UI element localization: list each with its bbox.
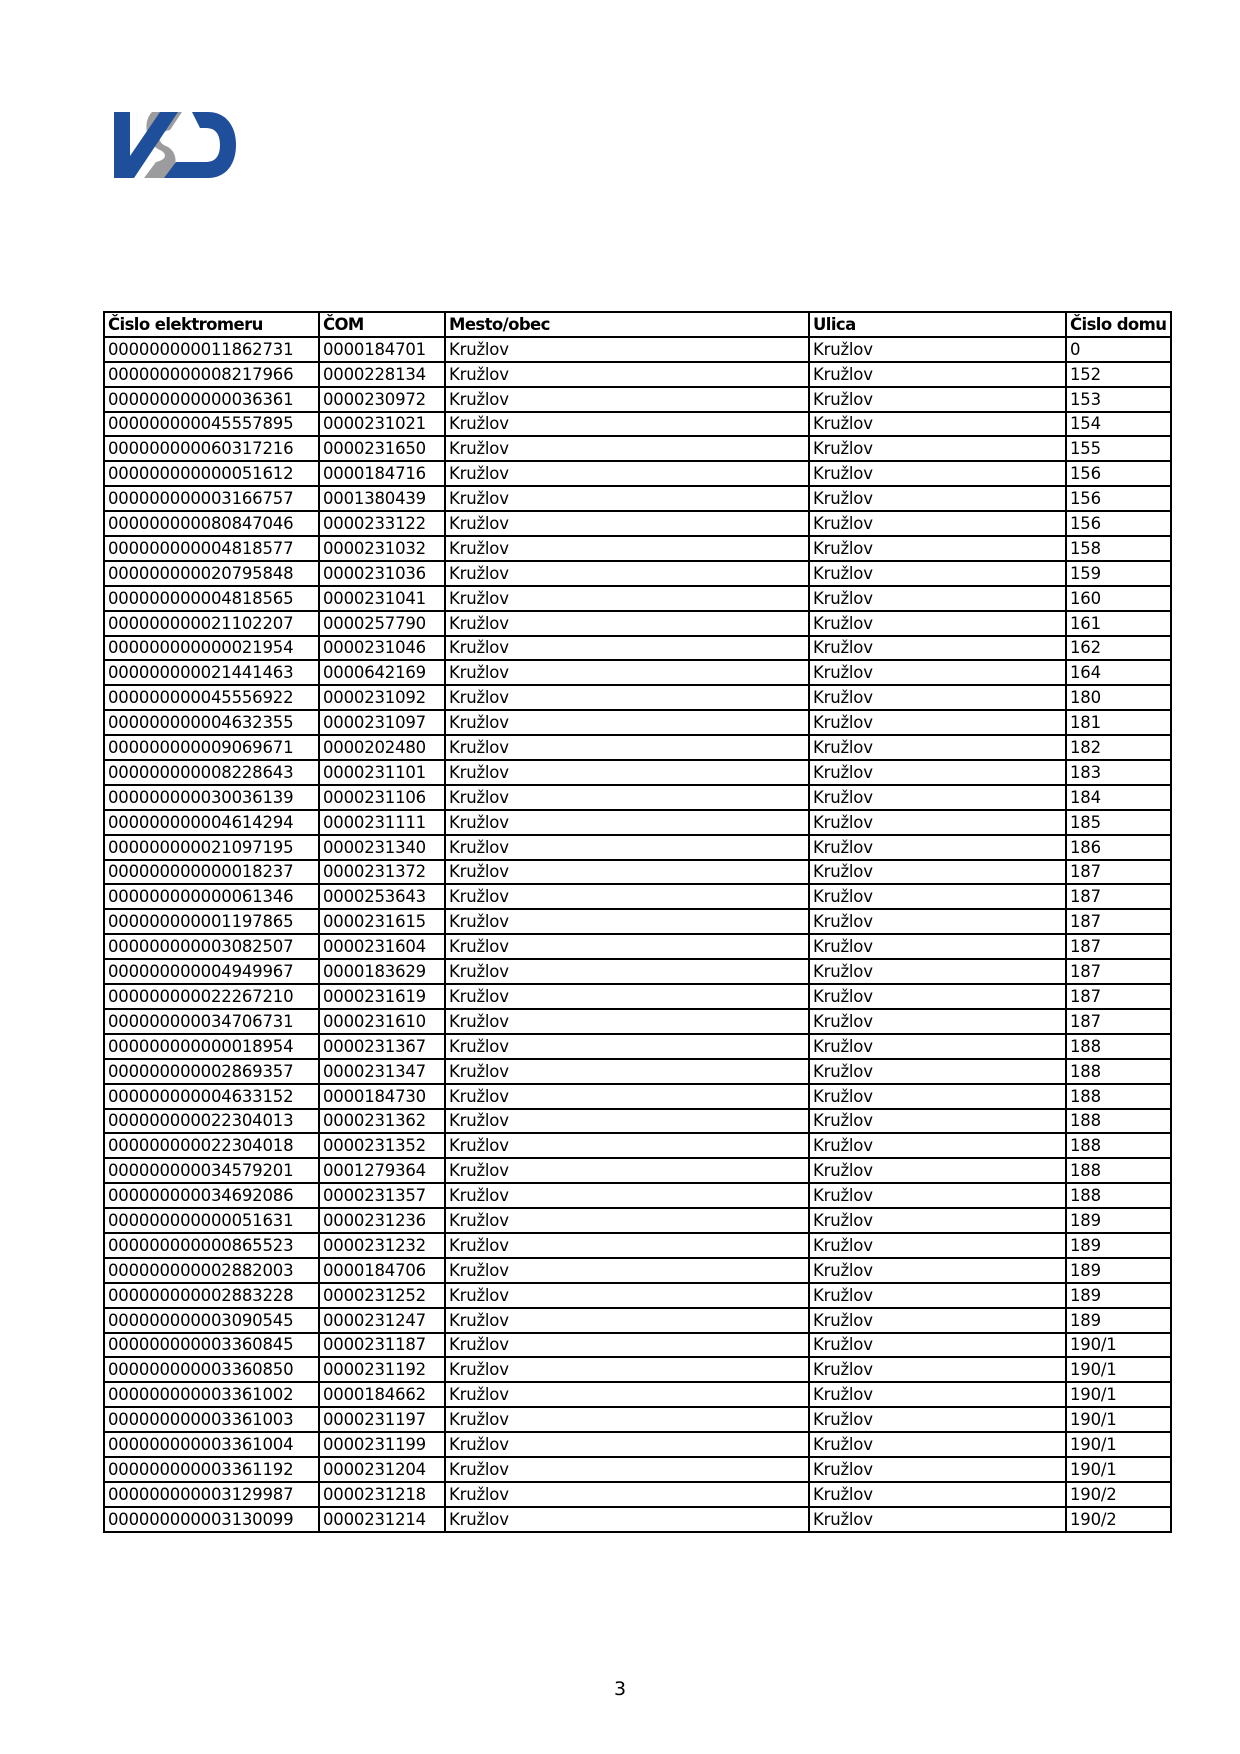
house-number-cell: 182 — [1066, 735, 1171, 760]
com-cell: 0000231036 — [319, 561, 445, 586]
meter-number-cell: 000000000034579201 — [104, 1158, 319, 1183]
city-cell: Kružlov — [445, 536, 809, 561]
electricity-meter-table — [103, 311, 1172, 1533]
meter-number-cell: 000000000004949967 — [104, 959, 319, 984]
house-number-cell: 161 — [1066, 611, 1171, 636]
house-number-cell: 190/1 — [1066, 1432, 1171, 1457]
house-number-cell: 190/1 — [1066, 1382, 1171, 1407]
meter-number-cell: 000000000004614294 — [104, 810, 319, 835]
meter-number-cell: 000000000034692086 — [104, 1183, 319, 1208]
table-body — [104, 337, 1171, 1532]
table-row — [104, 337, 1171, 362]
header-com: ČOM — [319, 312, 445, 337]
house-number-cell: 189 — [1066, 1308, 1171, 1333]
page-number: 3 — [613, 1678, 627, 1700]
meter-number-cell: 000000000004632355 — [104, 710, 319, 735]
city-cell: Kružlov — [445, 1482, 809, 1507]
table-row — [104, 1208, 1171, 1233]
table-row — [104, 1308, 1171, 1333]
table-row — [104, 1407, 1171, 1432]
table-row — [104, 1507, 1171, 1532]
city-cell: Kružlov — [445, 909, 809, 934]
house-number-cell: 189 — [1066, 1233, 1171, 1258]
com-cell: 0000184701 — [319, 337, 445, 362]
city-cell: Kružlov — [445, 735, 809, 760]
com-cell: 0000257790 — [319, 611, 445, 636]
city-cell: Kružlov — [445, 959, 809, 984]
house-number-cell: 188 — [1066, 1034, 1171, 1059]
street-cell: Kružlov — [809, 1208, 1066, 1233]
city-cell: Kružlov — [445, 636, 809, 661]
street-cell: Kružlov — [809, 735, 1066, 760]
street-cell: Kružlov — [809, 1432, 1066, 1457]
city-cell: Kružlov — [445, 387, 809, 412]
city-cell: Kružlov — [445, 760, 809, 785]
table-row — [104, 884, 1171, 909]
street-cell: Kružlov — [809, 511, 1066, 536]
street-cell: Kružlov — [809, 984, 1066, 1009]
meter-number-cell: 000000000022267210 — [104, 984, 319, 1009]
city-cell: Kružlov — [445, 1382, 809, 1407]
city-cell: Kružlov — [445, 1109, 809, 1134]
meter-number-cell: 000000000045556922 — [104, 685, 319, 710]
table-row — [104, 735, 1171, 760]
com-cell: 0000231032 — [319, 536, 445, 561]
meter-number-cell: 000000000003361004 — [104, 1432, 319, 1457]
city-cell: Kružlov — [445, 785, 809, 810]
table-row — [104, 1133, 1171, 1158]
street-cell: Kružlov — [809, 1009, 1066, 1034]
com-cell: 0000231192 — [319, 1357, 445, 1382]
com-cell: 0000231197 — [319, 1407, 445, 1432]
table-row — [104, 436, 1171, 461]
city-cell: Kružlov — [445, 1283, 809, 1308]
house-number-cell: 189 — [1066, 1208, 1171, 1233]
com-cell: 0000231106 — [319, 785, 445, 810]
house-number-cell: 187 — [1066, 934, 1171, 959]
vsd-logo — [112, 110, 236, 180]
com-cell: 0000231340 — [319, 835, 445, 860]
house-number-cell: 188 — [1066, 1133, 1171, 1158]
table-row — [104, 1382, 1171, 1407]
table-row — [104, 710, 1171, 735]
com-cell: 0000231604 — [319, 934, 445, 959]
meter-number-cell: 000000000000061346 — [104, 884, 319, 909]
street-cell: Kružlov — [809, 636, 1066, 661]
city-cell: Kružlov — [445, 362, 809, 387]
table-row — [104, 1009, 1171, 1034]
meter-number-cell: 000000000030036139 — [104, 785, 319, 810]
meter-number-cell: 000000000002882003 — [104, 1258, 319, 1283]
table-row — [104, 760, 1171, 785]
city-cell: Kružlov — [445, 337, 809, 362]
house-number-cell: 190/1 — [1066, 1407, 1171, 1432]
house-number-cell: 190/2 — [1066, 1482, 1171, 1507]
table-row — [104, 984, 1171, 1009]
table-row — [104, 660, 1171, 685]
table-row — [104, 835, 1171, 860]
table-row — [104, 1158, 1171, 1183]
city-cell: Kružlov — [445, 486, 809, 511]
meter-number-cell: 000000000003361003 — [104, 1407, 319, 1432]
meter-number-cell: 000000000080847046 — [104, 511, 319, 536]
table-row — [104, 810, 1171, 835]
table-row — [104, 1183, 1171, 1208]
com-cell: 0000231347 — [319, 1059, 445, 1084]
meter-number-cell: 000000000003130099 — [104, 1507, 319, 1532]
city-cell: Kružlov — [445, 685, 809, 710]
house-number-cell: 184 — [1066, 785, 1171, 810]
street-cell: Kružlov — [809, 1233, 1066, 1258]
street-cell: Kružlov — [809, 810, 1066, 835]
table-row — [104, 1034, 1171, 1059]
street-cell: Kružlov — [809, 362, 1066, 387]
table-row — [104, 934, 1171, 959]
com-cell: 0000231362 — [319, 1109, 445, 1134]
meter-number-cell: 000000000000036361 — [104, 387, 319, 412]
city-cell: Kružlov — [445, 511, 809, 536]
table-row — [104, 1109, 1171, 1134]
com-cell: 0000231187 — [319, 1333, 445, 1358]
street-cell: Kružlov — [809, 1258, 1066, 1283]
house-number-cell: 190/1 — [1066, 1333, 1171, 1358]
house-number-cell: 188 — [1066, 1109, 1171, 1134]
street-cell: Kružlov — [809, 685, 1066, 710]
city-cell: Kružlov — [445, 660, 809, 685]
house-number-cell: 188 — [1066, 1158, 1171, 1183]
table-row — [104, 1084, 1171, 1109]
meter-number-cell: 000000000008228643 — [104, 760, 319, 785]
house-number-cell: 160 — [1066, 586, 1171, 611]
city-cell: Kružlov — [445, 1258, 809, 1283]
street-cell: Kružlov — [809, 1109, 1066, 1134]
city-cell: Kružlov — [445, 1084, 809, 1109]
city-cell: Kružlov — [445, 1457, 809, 1482]
city-cell: Kružlov — [445, 1183, 809, 1208]
table-row — [104, 909, 1171, 934]
com-cell: 0000231615 — [319, 909, 445, 934]
meter-number-cell: 000000000021097195 — [104, 835, 319, 860]
house-number-cell: 156 — [1066, 511, 1171, 536]
com-cell: 0000231650 — [319, 436, 445, 461]
street-cell: Kružlov — [809, 412, 1066, 437]
meter-number-cell: 000000000011862731 — [104, 337, 319, 362]
city-cell: Kružlov — [445, 1158, 809, 1183]
city-cell: Kružlov — [445, 1407, 809, 1432]
table-row — [104, 1283, 1171, 1308]
city-cell: Kružlov — [445, 1432, 809, 1457]
city-cell: Kružlov — [445, 412, 809, 437]
street-cell: Kružlov — [809, 860, 1066, 885]
city-cell: Kružlov — [445, 1133, 809, 1158]
table-row — [104, 461, 1171, 486]
com-cell: 0000231247 — [319, 1308, 445, 1333]
table-row — [104, 561, 1171, 586]
street-cell: Kružlov — [809, 1507, 1066, 1532]
com-cell: 0000231041 — [319, 586, 445, 611]
house-number-cell: 153 — [1066, 387, 1171, 412]
city-cell: Kružlov — [445, 860, 809, 885]
meter-number-cell: 000000000003129987 — [104, 1482, 319, 1507]
com-cell: 0000184730 — [319, 1084, 445, 1109]
city-cell: Kružlov — [445, 984, 809, 1009]
meter-number-cell: 000000000000051612 — [104, 461, 319, 486]
com-cell: 0000231101 — [319, 760, 445, 785]
com-cell: 0000184662 — [319, 1382, 445, 1407]
street-cell: Kružlov — [809, 611, 1066, 636]
house-number-cell: 187 — [1066, 984, 1171, 1009]
table-row — [104, 1432, 1171, 1457]
street-cell: Kružlov — [809, 1034, 1066, 1059]
house-number-cell: 156 — [1066, 486, 1171, 511]
table-header-row — [104, 312, 1171, 337]
city-cell: Kružlov — [445, 810, 809, 835]
house-number-cell: 188 — [1066, 1183, 1171, 1208]
meter-number-cell: 000000000000051631 — [104, 1208, 319, 1233]
com-cell: 0000184706 — [319, 1258, 445, 1283]
meter-number-cell: 000000000004818577 — [104, 536, 319, 561]
street-cell: Kružlov — [809, 1357, 1066, 1382]
street-cell: Kružlov — [809, 884, 1066, 909]
com-cell: 0000231021 — [319, 412, 445, 437]
table-row — [104, 387, 1171, 412]
city-cell: Kružlov — [445, 461, 809, 486]
meter-number-cell: 000000000003360850 — [104, 1357, 319, 1382]
street-cell: Kružlov — [809, 1407, 1066, 1432]
table-row — [104, 959, 1171, 984]
house-number-cell: 187 — [1066, 1009, 1171, 1034]
house-number-cell: 156 — [1066, 461, 1171, 486]
table-row — [104, 1357, 1171, 1382]
street-cell: Kružlov — [809, 934, 1066, 959]
house-number-cell: 185 — [1066, 810, 1171, 835]
street-cell: Kružlov — [809, 835, 1066, 860]
com-cell: 0000202480 — [319, 735, 445, 760]
com-cell: 0000231352 — [319, 1133, 445, 1158]
com-cell: 0000231252 — [319, 1283, 445, 1308]
com-cell: 0000231097 — [319, 710, 445, 735]
street-cell: Kružlov — [809, 436, 1066, 461]
house-number-cell: 181 — [1066, 710, 1171, 735]
city-cell: Kružlov — [445, 1208, 809, 1233]
meter-number-cell: 000000000003361002 — [104, 1382, 319, 1407]
house-number-cell: 188 — [1066, 1059, 1171, 1084]
com-cell: 0000231218 — [319, 1482, 445, 1507]
house-number-cell: 183 — [1066, 760, 1171, 785]
com-cell: 0000231111 — [319, 810, 445, 835]
com-cell: 0000231610 — [319, 1009, 445, 1034]
meter-number-cell: 000000000001197865 — [104, 909, 319, 934]
meter-number-cell: 000000000021441463 — [104, 660, 319, 685]
table-row — [104, 611, 1171, 636]
table-row — [104, 362, 1171, 387]
city-cell: Kružlov — [445, 710, 809, 735]
com-cell: 0000231357 — [319, 1183, 445, 1208]
city-cell: Kružlov — [445, 835, 809, 860]
house-number-cell: 154 — [1066, 412, 1171, 437]
street-cell: Kružlov — [809, 1382, 1066, 1407]
city-cell: Kružlov — [445, 1507, 809, 1532]
com-cell: 0000231199 — [319, 1432, 445, 1457]
house-number-cell: 190/1 — [1066, 1357, 1171, 1382]
table-row — [104, 412, 1171, 437]
meter-number-cell: 000000000009069671 — [104, 735, 319, 760]
com-cell: 0000231619 — [319, 984, 445, 1009]
meter-number-cell: 000000000003360845 — [104, 1333, 319, 1358]
meter-number-cell: 000000000034706731 — [104, 1009, 319, 1034]
meter-number-cell: 000000000000018237 — [104, 860, 319, 885]
com-cell: 0000642169 — [319, 660, 445, 685]
street-cell: Kružlov — [809, 1308, 1066, 1333]
com-cell: 0000253643 — [319, 884, 445, 909]
table-row — [104, 1457, 1171, 1482]
com-cell: 0000231236 — [319, 1208, 445, 1233]
com-cell: 0001279364 — [319, 1158, 445, 1183]
street-cell: Kružlov — [809, 1183, 1066, 1208]
city-cell: Kružlov — [445, 1233, 809, 1258]
meter-number-cell: 000000000003090545 — [104, 1308, 319, 1333]
house-number-cell: 152 — [1066, 362, 1171, 387]
meter-number-cell: 000000000003361192 — [104, 1457, 319, 1482]
house-number-cell: 187 — [1066, 884, 1171, 909]
meter-number-cell: 000000000060317216 — [104, 436, 319, 461]
house-number-cell: 187 — [1066, 909, 1171, 934]
meter-number-cell: 000000000004818565 — [104, 586, 319, 611]
meter-number-cell: 000000000021102207 — [104, 611, 319, 636]
meter-number-cell: 000000000000021954 — [104, 636, 319, 661]
meter-number-cell: 000000000002869357 — [104, 1059, 319, 1084]
street-cell: Kružlov — [809, 536, 1066, 561]
city-cell: Kružlov — [445, 1034, 809, 1059]
table-row — [104, 860, 1171, 885]
house-number-cell: 190/2 — [1066, 1507, 1171, 1532]
city-cell: Kružlov — [445, 1333, 809, 1358]
table-row — [104, 636, 1171, 661]
header-meter-number: Čislo elektromeru — [104, 312, 319, 337]
meter-number-cell: 000000000020795848 — [104, 561, 319, 586]
street-cell: Kružlov — [809, 337, 1066, 362]
house-number-cell: 164 — [1066, 660, 1171, 685]
street-cell: Kružlov — [809, 1482, 1066, 1507]
com-cell: 0000231232 — [319, 1233, 445, 1258]
house-number-cell: 187 — [1066, 860, 1171, 885]
house-number-cell: 187 — [1066, 959, 1171, 984]
house-number-cell: 180 — [1066, 685, 1171, 710]
com-cell: 0000184716 — [319, 461, 445, 486]
city-cell: Kružlov — [445, 1009, 809, 1034]
table-row — [104, 1258, 1171, 1283]
house-number-cell: 189 — [1066, 1258, 1171, 1283]
house-number-cell: 190/1 — [1066, 1457, 1171, 1482]
street-cell: Kružlov — [809, 586, 1066, 611]
table-row — [104, 536, 1171, 561]
meter-number-cell: 000000000022304013 — [104, 1109, 319, 1134]
table-row — [104, 586, 1171, 611]
meter-number-cell: 000000000022304018 — [104, 1133, 319, 1158]
meter-number-cell: 000000000004633152 — [104, 1084, 319, 1109]
house-number-cell: 162 — [1066, 636, 1171, 661]
house-number-cell: 155 — [1066, 436, 1171, 461]
com-cell: 0000231204 — [319, 1457, 445, 1482]
street-cell: Kružlov — [809, 387, 1066, 412]
header-house-number: Čislo domu — [1066, 312, 1171, 337]
street-cell: Kružlov — [809, 1059, 1066, 1084]
street-cell: Kružlov — [809, 660, 1066, 685]
com-cell: 0000231367 — [319, 1034, 445, 1059]
house-number-cell: 189 — [1066, 1283, 1171, 1308]
city-cell: Kružlov — [445, 436, 809, 461]
house-number-cell: 186 — [1066, 835, 1171, 860]
city-cell: Kružlov — [445, 561, 809, 586]
city-cell: Kružlov — [445, 1308, 809, 1333]
city-cell: Kružlov — [445, 934, 809, 959]
house-number-cell: 158 — [1066, 536, 1171, 561]
com-cell: 0000228134 — [319, 362, 445, 387]
com-cell: 0000183629 — [319, 959, 445, 984]
table-row — [104, 511, 1171, 536]
com-cell: 0000231092 — [319, 685, 445, 710]
table-row — [104, 1059, 1171, 1084]
meter-number-cell: 000000000000865523 — [104, 1233, 319, 1258]
com-cell: 0000233122 — [319, 511, 445, 536]
street-cell: Kružlov — [809, 1158, 1066, 1183]
meter-number-cell: 000000000002883228 — [104, 1283, 319, 1308]
table-row — [104, 1233, 1171, 1258]
com-cell: 0001380439 — [319, 486, 445, 511]
street-cell: Kružlov — [809, 1133, 1066, 1158]
city-cell: Kružlov — [445, 884, 809, 909]
table-row — [104, 1333, 1171, 1358]
table-row — [104, 685, 1171, 710]
street-cell: Kružlov — [809, 785, 1066, 810]
header-city: Mesto/obec — [445, 312, 809, 337]
com-cell: 0000230972 — [319, 387, 445, 412]
street-cell: Kružlov — [809, 486, 1066, 511]
com-cell: 0000231372 — [319, 860, 445, 885]
house-number-cell: 159 — [1066, 561, 1171, 586]
street-cell: Kružlov — [809, 909, 1066, 934]
street-cell: Kružlov — [809, 1084, 1066, 1109]
meter-number-cell: 000000000045557895 — [104, 412, 319, 437]
street-cell: Kružlov — [809, 710, 1066, 735]
street-cell: Kružlov — [809, 1333, 1066, 1358]
com-cell: 0000231214 — [319, 1507, 445, 1532]
meter-number-cell: 000000000000018954 — [104, 1034, 319, 1059]
table-row — [104, 486, 1171, 511]
com-cell: 0000231046 — [319, 636, 445, 661]
meter-number-cell: 000000000008217966 — [104, 362, 319, 387]
house-number-cell: 0 — [1066, 337, 1171, 362]
meter-number-cell: 000000000003082507 — [104, 934, 319, 959]
table-row — [104, 1482, 1171, 1507]
city-cell: Kružlov — [445, 1059, 809, 1084]
table-row — [104, 785, 1171, 810]
street-cell: Kružlov — [809, 959, 1066, 984]
house-number-cell: 188 — [1066, 1084, 1171, 1109]
city-cell: Kružlov — [445, 1357, 809, 1382]
street-cell: Kružlov — [809, 1457, 1066, 1482]
street-cell: Kružlov — [809, 1283, 1066, 1308]
street-cell: Kružlov — [809, 760, 1066, 785]
street-cell: Kružlov — [809, 461, 1066, 486]
city-cell: Kružlov — [445, 586, 809, 611]
header-street: Ulica — [809, 312, 1066, 337]
meter-number-cell: 000000000003166757 — [104, 486, 319, 511]
street-cell: Kružlov — [809, 561, 1066, 586]
city-cell: Kružlov — [445, 611, 809, 636]
